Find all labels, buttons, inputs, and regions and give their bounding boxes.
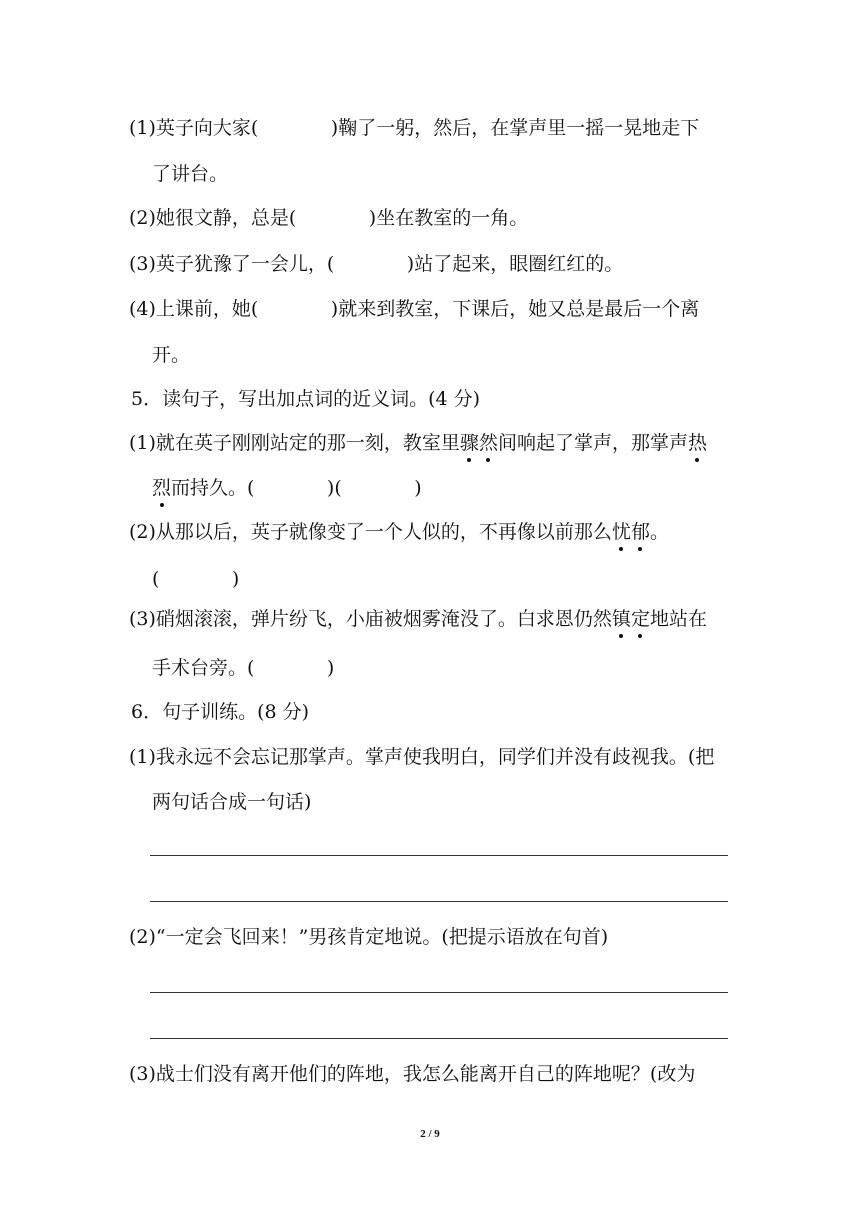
question-5-title: 5．读句子，写出加点词的近义词。(4 分): [131, 388, 481, 410]
question-4-line-4: (4)上课前，她( )就来到教室，下课后，她又总是最后一个离: [129, 298, 700, 320]
question-6-item-1-cont: 两句话合成一句话): [152, 791, 312, 813]
text: 间响起了掌声，那掌声: [497, 432, 688, 454]
dotted-char: 定: [630, 608, 650, 630]
dotted-char: 烈: [152, 477, 172, 499]
dotted-char: 骤: [459, 432, 479, 454]
question-5-item-1-cont: [152, 476, 422, 500]
dotted-char: 郁: [630, 521, 650, 543]
question-6-title: 6．句子训练。(8 分): [131, 701, 310, 723]
dotted-char: 然: [478, 432, 498, 454]
dotted-char: 忧: [611, 521, 631, 543]
answer-line[interactable]: [150, 901, 728, 902]
question-4-line-4-cont: 开。: [152, 344, 191, 366]
question-6-item-3: (3)战士们没有离开他们的阵地，我怎么能离开自己的阵地呢？(改为: [129, 1063, 696, 1085]
question-6-item-2: (2)“一定会飞回来！”男孩肯定地说。(把提示语放在句首): [129, 926, 609, 948]
question-5-item-3: [129, 607, 707, 631]
answer-line[interactable]: [150, 1038, 728, 1039]
text: (1)就在英子刚刚站定的那一刻，教室里: [129, 432, 460, 454]
text: (2)从那以后，英子就像变了一个人似的，不再像以前那么: [129, 521, 612, 543]
dotted-char: 热: [687, 432, 707, 454]
answer-blanks: 而持久。( )( ): [171, 477, 422, 499]
answer-line[interactable]: [150, 855, 728, 856]
question-4-line-2: (2)她很文静，总是( )坐在教室的一角。: [129, 207, 529, 229]
text: (3)硝烟滚滚，弹片纷飞，小庙被烟雾淹没了。白求恩仍然: [129, 608, 612, 630]
text: 地站在: [649, 608, 707, 630]
question-5-item-2: [129, 520, 669, 544]
dotted-char: 镇: [611, 608, 631, 630]
question-4-line-3: (3)英子犹豫了一会儿，( )站了起来，眼圈红红的。: [129, 253, 624, 275]
text: 。: [649, 521, 669, 543]
question-5-item-1: [129, 431, 707, 455]
question-5-item-3-cont: 手术台旁。( ): [152, 657, 335, 679]
question-6-item-1: (1)我永远不会忘记那掌声。掌声使我明白，同学们并没有歧视我。(把: [129, 746, 715, 768]
question-5-item-2-answer: ( ): [152, 568, 240, 590]
question-4-line-1-cont: 了讲台。: [152, 163, 229, 185]
answer-line[interactable]: [150, 992, 728, 993]
page-number: 2 / 9: [420, 1128, 440, 1140]
question-4-line-1: (1)英子向大家( )鞠了一躬，然后，在掌声里一摇一晃地走下: [129, 117, 700, 139]
